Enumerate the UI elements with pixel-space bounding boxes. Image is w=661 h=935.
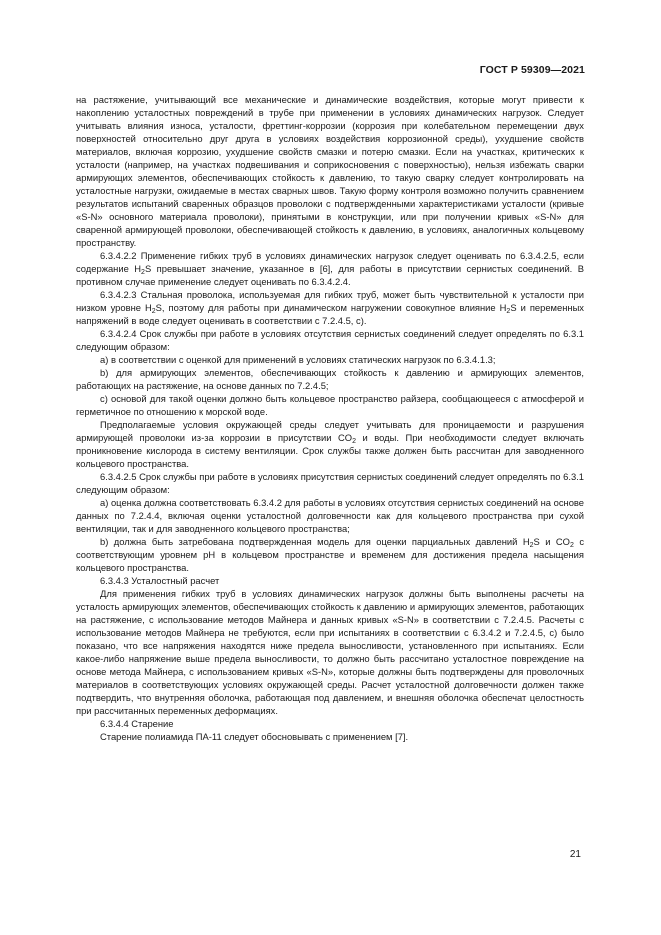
list-item: b) должна быть затребована подтвержденная модель для оценки парциальных давлений $H_2S$ и $CO_2$ с соответствующим уровнем pH в кольцевом пространстве и временем для достижения предела насыщения кольцевого пространства. — [76, 536, 585, 573]
document-body — [76, 93, 584, 743]
paragraph: 6.3.4.2.3 Стальная проволока, используемая для гибких труб, может быть чувствительной к усталости при низком уровне $H_2S$, поэтому для работы при динамическом нагружении совокупное влияние $H_2S$ и переменных напряжений в воде следует оценивать в соответствии с 7.2.4.5, с). — [76, 289, 584, 326]
list-item: а) в соответствии с оценкой для применений в условиях статических нагрузок по 6.3.4.1.3; — [100, 354, 496, 365]
page-number: 21 — [569, 849, 581, 860]
list-item: b) для армирующих элементов, обеспечивающих стойкость к давлению и армирующих элементов, работающих на растяжение, на основе данных по 7.2.4.5; — [76, 367, 584, 391]
paragraph: 6.3.4.2.4 Срок службы при работе в условиях отсутствия сернистых соединений следует определять по 6.3.1 следующим образом: — [76, 328, 584, 352]
paragraph: на растяжение, учитывающий все механические и динамические воздействия, которые могут привести к накоплению усталостных повреждений в трубе при применении в условиях динамических нагрузок. Следует учитывать влияния износа, усталости, фреттинг-коррозии (коррозия при колебательном перемещении двух поверхностей относительно друг друга в условиях воздействия коррозионной среды), ухудшение свойств материалов, включая коррозию, ухудшение свойств смазки и потерю смазки. Если на участках, критических к усталости (например, на участках подвешивания и соприкосновения с поверхностью), нельзя избежать сварки армирующих элементов, обеспечивающих стойкость к давлению, то такую сварку следует контролировать на усталостные нагрузки, ожидаемые в местах сварных швов. Такую форму контроля возможно получить сравнением результатов испытаний сваренных образцов проволоки с подтвержденными характеристиками усталости (кривые «S-N» основного материала проволоки), принятыми в конструкции, или при получении кривых «S-N» для сваренной армирующей проволоки, обеспечивающей стойкость к давлению, в условиях, аналогичных кольцевому пространству. — [76, 94, 584, 248]
paragraph: 6.3.4.2.5 Срок службы при работе в условиях присутствия сернистых соединений следует определять по 6.3.1 следующим образом: — [76, 471, 584, 495]
paragraph: Старение полиамида ПА-11 следует обосновывать с применением [7]. — [100, 731, 409, 742]
paragraph: Для применения гибких труб в условиях динамических нагрузок должны быть выполнены расчеты на усталость армирующих элементов, обеспечивающих стойкость к давлению и армирующих элементов, работающих на растяжение, с использование методов Майнера и данных кривых «S-N» в соответствии с 7.2.4.5. Расчеты с использование методов Майнера не требуются, если при испытаниях в соответствии с 6.3.4.2 и 7.2.4.5, с) было показано, что все напряжения находятся ниже предела выносливости, установленного при испытаниях. Если какое-либо напряжение выше предела выносливости, то должно быть рассчитано усталостное повреждение на основе метода Майнера, с использованием кривых «S-N», которые должны быть подтверждены для проволочных материалов в соответствующих условиях окружающей среды. Расчет усталостной долговечности должен также подтвердить, что внутренняя оболочка, работающая под давлением, и внешняя оболочка обеспечат целостность при рассчитанных переменных деформациях. — [76, 588, 584, 716]
standard-header: ГОСТ Р 59309—2021 — [479, 64, 585, 76]
paragraph: Предполагаемые условия окружающей среды следует учитывать для проницаемости и разрушения армирующей проволоки из-за коррозии в присутствии $CO_2$ и воды. При необходимости следует включать проникновение кислорода в систему вентиляции. Срок службы также должен быть рассчитан для заводненного кольцевого пространства. — [76, 419, 584, 469]
list-item: а) оценка должна соответствовать 6.3.4.2 для работы в условиях отсутствия сернистых соединений на основе данных по 7.2.4.4, включая оценки усталостной долговечности как для кольцевого пространства при сухой вентиляции, так и для заводненного кольцевого пространства; — [76, 497, 584, 534]
list-item: с) основой для такой оценки должно быть кольцевое пространство райзера, сообщающееся с атмосферой и герметичное по отношению к морской воде. — [76, 393, 584, 417]
paragraph: 6.3.4.2.2 Применение гибких труб в условиях динамических нагрузок следует оценивать по 6.3.4.2.5, если содержание $H_2S$ превышает значение, указанное в [6], для работы в присутствии сернистых соединений. В противном случае применение следует оценивать по 6.3.4.2.4. — [76, 250, 584, 287]
section-heading: 6.3.4.3 Усталостный расчет — [100, 575, 220, 586]
section-heading: 6.3.4.4 Старение — [100, 718, 174, 729]
